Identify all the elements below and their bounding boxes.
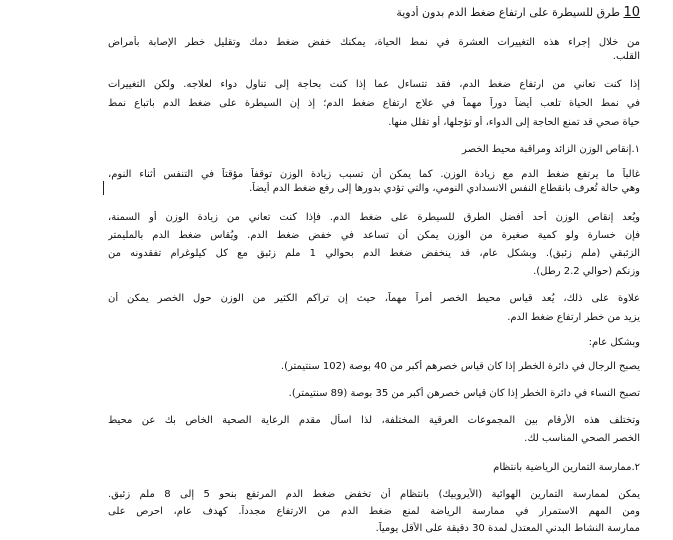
paragraph-line: غالباً ما يرتفع ضغط الدم مع زيادة الوزن. كما يمكن أن تسبب زيادة الوزن توقفاً مؤقتاً في التنفس أثناء النوم، xyxy=(108,169,640,180)
title-number: 10 xyxy=(623,6,640,20)
paragraph-line: ويُعد إنقاص الوزن أحد أفضل الطرق للسيطرة على ضغط الدم. فإذا كنت تعاني من زيادة الوزن أو السمنة، xyxy=(108,212,640,223)
paragraph-line: علاوة على ذلك، يُعد قياس محيط الخصر أمراً مهماً، حيث إن تراكم الكثير من الوزن حول الخصر يمكن أن xyxy=(108,293,640,304)
paragraph-line: من خلال إجراء هذه التغييرات العشرة في نمط الحياة، يمكنك خفض ضغط دمك وتقليل خطر الإصابة بأمراض xyxy=(108,37,640,48)
paragraph-line: إذا كنت تعاني من ارتفاع ضغط الدم، فقد تتساءل عما إذا كنت بحاجة إلى تناول دواء لعلاجه. ولكن التغييرات xyxy=(108,79,640,90)
paragraph-line: حياة صحي قد تمنع الحاجة إلى الدواء، أو تؤجلها، أو تقلل منها. xyxy=(388,117,640,128)
section-heading: ٢.ممارسة التمارين الرياضية بانتظام xyxy=(493,462,640,473)
paragraph-line: فإن خسارة ولو كمية صغيرة من الوزن يمكن أن تساعد في خفض ضغط الدم. ويُقاس ضغط الدم بالمليمتر xyxy=(108,230,640,241)
paragraph-line: يصبح الرجال في دائرة الخطر إذا كان قياس خصرهم أكبر من 40 بوصة (102 سنتيمتر). xyxy=(280,361,640,372)
section-heading: ١.إنقاص الوزن الزائد ومراقبة محيط الخصر xyxy=(462,144,640,155)
document-title xyxy=(200,6,640,20)
title-text: طرق للسيطرة على ارتفاع ضغط الدم بدون أدوية xyxy=(396,6,624,19)
paragraph-line: وزنكم (حوالي 2.2 رطل). xyxy=(533,266,640,277)
paragraph-line: يزيد من خطر ارتفاع ضغط الدم. xyxy=(507,312,640,323)
paragraph-line: تصبح النساء في دائرة الخطر إذا كان قياس خصرهن أكبر من 35 بوصة (89 سنتيمتر). xyxy=(288,388,640,399)
paragraph-line: ومن المهم الاستمرار في ممارسة الرياضة لمنع ضغط الدم من الارتفاع مجدداً. كهدف عام، احرص على xyxy=(108,506,640,517)
paragraph-line: ممارسة النشاط البدني المعتدل لمدة 30 دقيقة على الأقل يومياً. xyxy=(375,523,640,534)
paragraph-line: الزئبقي (ملم زئبق). وبشكل عام، قد ينخفض ضغط الدم بحوالي 1 ملم زئبق مع كل كيلوغرام تفقدونه من xyxy=(108,248,640,259)
paragraph-line: وبشكل عام: xyxy=(588,337,640,348)
paragraph-line: القلب. xyxy=(612,51,640,62)
paragraph-line: وهي حالة تُعرف بانقطاع النفس الانسدادي النومي، والتي تؤدي بدورها إلى رفع ضغط الدم أيضاً. xyxy=(249,183,640,194)
text-cursor xyxy=(103,181,104,195)
paragraph-line: يمكن لممارسة التمارين الهوائية (الأيروبيك) بانتظام أن تخفض ضغط الدم المرتفع بنحو 5 إلى 8 ملم زئبق. xyxy=(108,489,640,500)
paragraph-line: في نمط الحياة تلعب أيضاً دوراً مهماً في علاج ارتفاع ضغط الدم؛ إذ إن السيطرة على ضغط الدم باتباع نمط xyxy=(108,98,640,109)
paragraph-line: وتختلف هذه الأرقام بين المجموعات العرقية المختلفة، لذا اسأل مقدم الرعاية الصحية الخاص بك عن محيط xyxy=(108,415,640,426)
paragraph-line: الخصر الصحي المناسب لك. xyxy=(524,433,640,444)
